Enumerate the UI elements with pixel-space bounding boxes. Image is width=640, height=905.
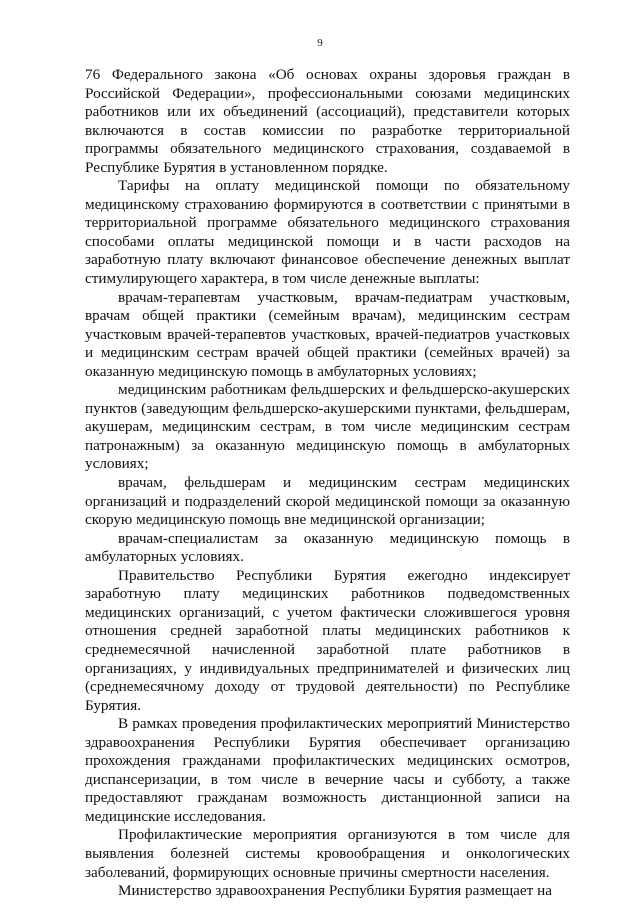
paragraph-preventive-measures: В рамках проведения профилактических мероприятий Министерство здравоохранения Республики Бурятия обеспечивает организацию прохождения гражданами профилактических медицинских осмотров, диспансеризации, в том числе в вечерние часы и субботу, а также предоставляют гражданам возможность дистанционной записи на медицинские исследования.: [85, 715, 570, 825]
document-body: [85, 66, 570, 901]
paragraph-ministry-placement: Министерство здравоохранения Республики Бурятия размещает на: [118, 882, 552, 900]
paragraph-preventive-purpose: Профилактические мероприятия организуются в том числе для выявления болезней системы кровообращения и онкологических заболеваний, формирующих основные причины смертности населения.: [85, 826, 570, 881]
page-number: 9: [317, 37, 323, 49]
list-item-specialists: врачам-специалистам за оказанную медицинскую помощь в амбулаторных условиях.: [85, 529, 570, 566]
paragraph-tariffs: Тарифы на оплату медицинской помощи по обязательному медицинскому страхованию формируются в соответствии с принятыми в территориальной программе обязательного медицинского страхования способами оплаты медицинской помощи и в части расходов на заработную плату включают финансовое обеспечение денежных выплат стимулирующего характера, в том числе денежные выплаты:: [85, 177, 570, 288]
paragraph-continuation: 76 Федерального закона «Об основах охраны здоровья граждан в Российской Федерации», профессиональными союзами медицинских работников или их объединений (ассоциаций), представители которых включаются в состав комиссии по разработке территориальной программы обязательного медицинского страхования, создаваемой в Республике Бурятия в установленном порядке.: [85, 66, 570, 176]
paragraph-salary-indexation: Правительство Республики Бурятия ежегодно индексирует заработную плату медицинских работников подведомственных медицинских организаций, с учетом фактически сложившегося уровня отношения средней заработной платы медицинских работников к среднемесячной начисленной заработной плате работников в организациях, у индивидуальных предпринимателей и физических лиц (среднемесячному доходу от трудовой деятельности) по Республике Бурятия.: [85, 566, 570, 714]
list-item-therapists: врачам-терапевтам участковым, врачам-педиатрам участковым, врачам общей практики (семейным врачам), медицинским сестрам участковым врачей-терапевтов участковых, врачей-педиатров участковых и медицинским сестрам врачей общей практики (семейных врачей) за оказанную медицинскую помощь в амбулаторных условиях;: [85, 288, 570, 380]
list-item-feldsher-points: медицинским работникам фельдшерских и фельдшерско-акушерских пунктов (заведующим фельдшерско-акушерскими пунктами, фельдшерам, акушерам, медицинским сестрам, в том числе медицинским сестрам патронажным) за оказанную медицинскую помощь в амбулаторных условиях;: [85, 381, 570, 473]
list-item-emergency-care: врачам, фельдшерам и медицинским сестрам медицинских организаций и подразделений скорой медицинской помощи за оказанную скорую медицинскую помощь вне медицинской организации;: [85, 474, 570, 529]
